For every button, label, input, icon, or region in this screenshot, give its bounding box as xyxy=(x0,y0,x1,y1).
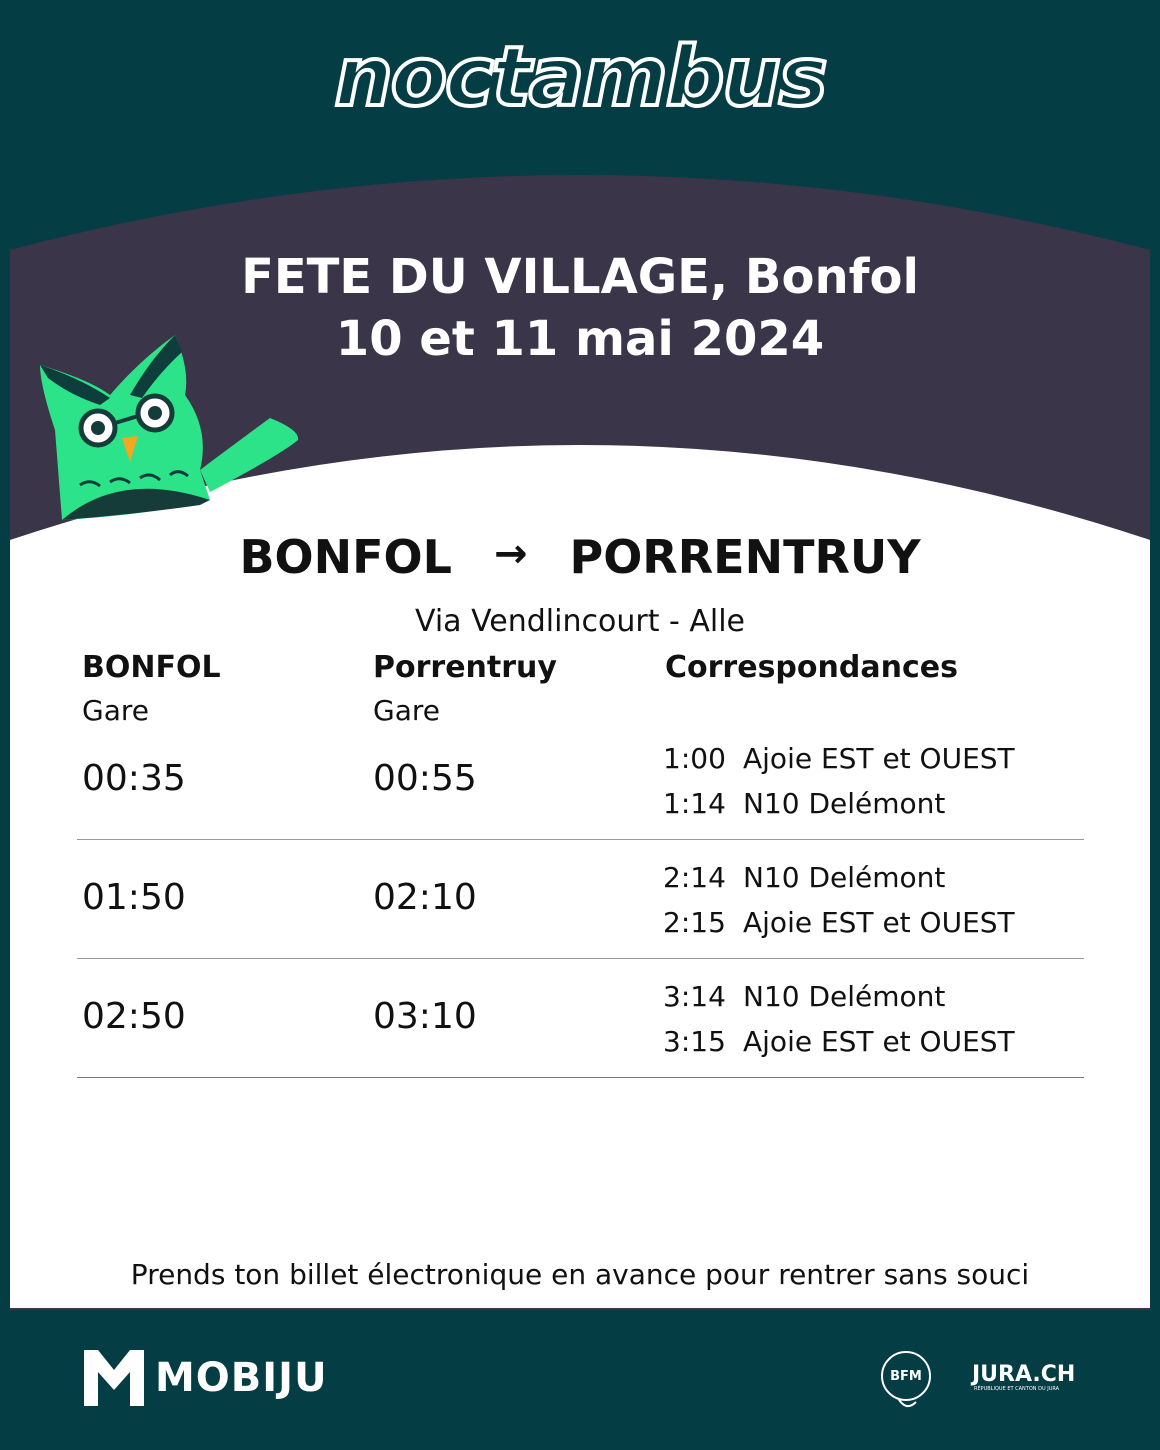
row-divider xyxy=(77,839,1084,840)
row-divider xyxy=(77,1077,1084,1078)
connection-line: Ajoie EST et OUEST xyxy=(743,742,1015,775)
trip-arrival-time: 03:10 xyxy=(373,996,477,1037)
route-via: Via Vendlincourt - Alle xyxy=(414,604,745,639)
column-departure-name: BONFOL xyxy=(82,650,221,685)
mobiju-logo-text: MOBIJU xyxy=(155,1355,328,1401)
connection-time: 3:14 xyxy=(663,980,726,1013)
ticket-note: Prends ton billet électronique en avance pour rentrer sans souci xyxy=(130,1258,1030,1291)
connection-line: N10 Delémont xyxy=(743,861,946,894)
bfm-logo-text: BFM xyxy=(890,1369,922,1384)
event-title xyxy=(0,246,1160,370)
column-arrival-stop: Gare xyxy=(373,694,440,727)
connection-time: 2:14 xyxy=(663,861,726,894)
trip-departure-time: 01:50 xyxy=(82,877,186,918)
mobiju-logo-icon xyxy=(84,1350,144,1406)
trip-departure-time: 02:50 xyxy=(82,996,186,1037)
brand-logo: noctambus xyxy=(334,30,826,125)
connection-time: 1:14 xyxy=(663,787,726,820)
trip-departure-time: 00:35 xyxy=(82,758,186,799)
jura-logo-text: JURA.CH xyxy=(972,1362,1076,1387)
route-from: BONFOL xyxy=(239,530,452,584)
route-to: PORRENTRUY xyxy=(569,530,921,584)
connection-row xyxy=(663,742,1015,775)
bfm-logo-icon xyxy=(876,1342,936,1414)
connection-time: 3:15 xyxy=(663,1025,726,1058)
arrow-right-icon: → xyxy=(493,531,528,577)
column-departure-stop: Gare xyxy=(82,694,149,727)
connection-line: N10 Delémont xyxy=(743,980,946,1013)
connection-time: 2:15 xyxy=(663,906,726,939)
event-title-line1: FETE DU VILLAGE, Bonfol xyxy=(241,249,919,305)
connection-line: Ajoie EST et OUEST xyxy=(743,1025,1015,1058)
connection-row xyxy=(663,1025,1015,1058)
connection-line: Ajoie EST et OUEST xyxy=(743,906,1015,939)
route-heading xyxy=(0,530,1160,584)
connection-row xyxy=(663,980,945,1013)
jura-logo-subtitle: RÉPUBLIQUE ET CANTON DU JURA xyxy=(974,1386,1060,1392)
column-connections-name: Correspondances xyxy=(665,650,958,685)
trip-arrival-time: 00:55 xyxy=(373,758,477,799)
event-date: 10 et 11 mai 2024 xyxy=(335,311,825,367)
connection-time: 1:00 xyxy=(663,742,726,775)
connection-line: N10 Delémont xyxy=(743,787,946,820)
trip-arrival-time: 02:10 xyxy=(373,877,477,918)
connection-row xyxy=(663,787,945,820)
column-arrival-name: Porrentruy xyxy=(373,650,557,685)
row-divider xyxy=(77,958,1084,959)
connection-row xyxy=(663,861,945,894)
connection-row xyxy=(663,906,1015,939)
